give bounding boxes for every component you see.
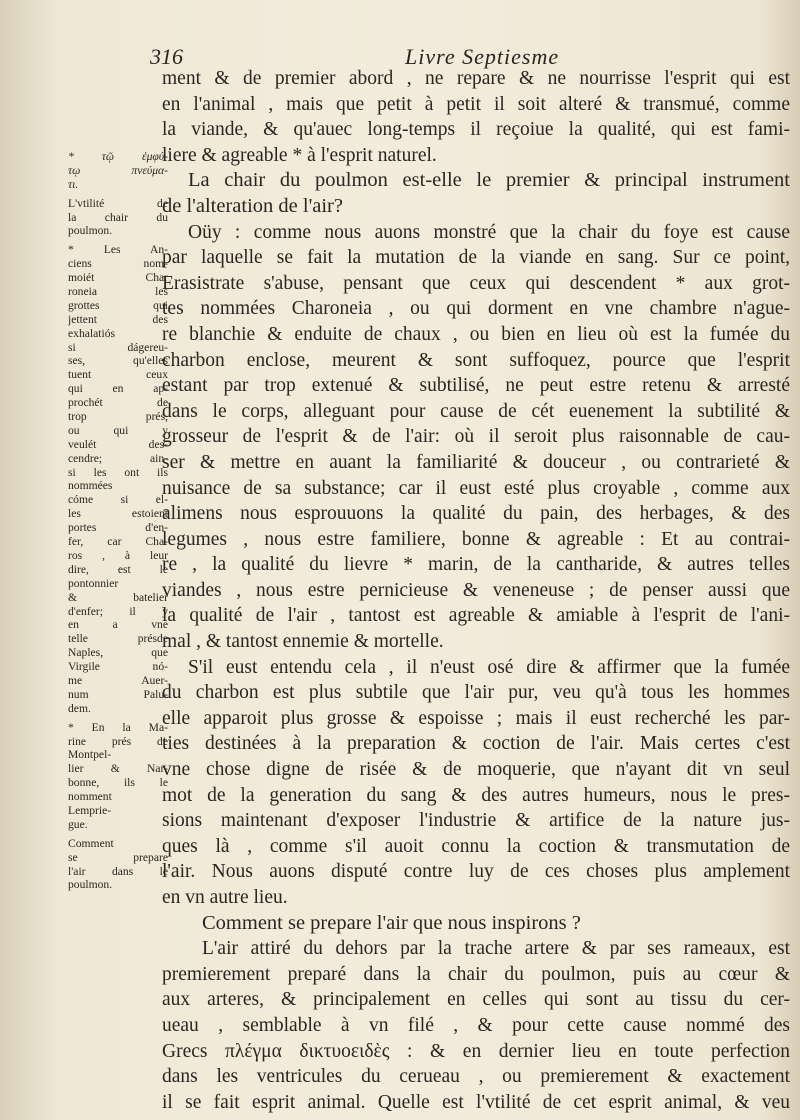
margin-note-line: trop prés, — [68, 410, 168, 424]
text-line: ment & de premier abord , ne repare & ne nourrisse l'esprit qui est — [162, 68, 790, 89]
text-line: la viande, & qu'auec long-temps il reçoiue la qualité, qui est fami- — [162, 119, 790, 141]
margin-note-line: Naples, que — [68, 646, 168, 660]
text-line: ques là , comme s'il auoit connu la coction & transmutation de — [162, 835, 790, 857]
margin-note-line: portes d'en- — [68, 521, 168, 535]
text-line: la qualité de l'air , tantost est agreable & amiable à l'esprit de l'ani- — [162, 605, 790, 627]
text-line: grosseur de l'esprit & de l'air: où il seroit plus raisonnable de cau- — [162, 426, 790, 448]
margin-note-line: l'air dans le — [68, 864, 168, 878]
margin-note-line: Montpel- — [68, 748, 112, 762]
margin-note-line: qui en ap- — [68, 382, 168, 396]
margin-note-line: & batelier — [68, 590, 168, 604]
margin-note-line: nommées — [68, 479, 113, 493]
text-line: viandes , nous estre pernicieuse & veneneuse ; de penser aussi que — [162, 579, 790, 601]
text-line: en l'animal , mais que petit à petit il soit alteré & transmué, comme — [162, 93, 790, 115]
text-line: Oüy : comme nous auons monstré que la chair du foye est cause — [188, 221, 790, 243]
text-line: alimens nous esprouuons la qualité du pain, des herbages, & des — [162, 503, 790, 525]
margin-note-line: tuent ceux — [68, 368, 168, 382]
margin-note-line: Lemprie- — [68, 803, 112, 817]
margin-note-line: lier & Nar- — [68, 762, 168, 776]
margin-note-line: la chair du — [68, 210, 168, 224]
margin-note-line: roneia les — [68, 285, 168, 299]
margin-note-line: cendre; ain- — [68, 451, 168, 465]
margin-note — [68, 243, 168, 715]
margin-note-line: pontonnier — [68, 576, 119, 590]
margin-note-line: poulmon. — [68, 878, 113, 892]
margin-note-line: d'enfer; il y — [68, 604, 168, 618]
text-line: S'il eust entendu cela , il n'eust osé dire & affirmer que la fumée — [188, 656, 790, 678]
text-line: aux arteres, & principalement en celles qui sont au tissu du cer- — [162, 989, 790, 1011]
margin-note-line: ou qui y — [68, 423, 168, 437]
margin-note-line: * En la Ma- — [68, 720, 168, 734]
text-line: Grecs πλέγμα δικτυοειδὲς : & en dernier lieu en toute perfection — [162, 1040, 790, 1062]
margin-note-line: en a vne — [68, 618, 168, 632]
margin-note-line: si les ont ils — [68, 465, 168, 479]
text-line: de l'alteration de l'air? — [162, 194, 343, 217]
margin-note-line: telle présde — [68, 632, 168, 646]
margin-note-line: les estoient — [68, 507, 168, 521]
margin-note-line: gue. — [68, 817, 88, 831]
margin-note-line: ciens nom- — [68, 257, 168, 271]
text-line: ueau , semblable à vn filé , & pour cette cause nommé des — [162, 1014, 790, 1036]
margin-note-line: veulét des- — [68, 437, 168, 451]
margin-note-line: prochét de — [68, 396, 168, 410]
text-line: nuisance de sa substance; car il eust esté plus croyable , comme aux — [162, 477, 790, 499]
margin-note-line: jettent des — [68, 312, 168, 326]
margin-note-line: me Auer- — [68, 673, 168, 687]
text-line: sions maintenant d'exposer l'industrie & artifice de la nature jus- — [162, 810, 790, 832]
text-line: l'air. Nous auons disputé contre luy de ces choses plus amplement — [162, 861, 790, 883]
margin-note — [68, 197, 168, 239]
main-text — [162, 66, 790, 1115]
text-line: en vn autre lieu. — [162, 887, 288, 908]
margin-note — [68, 721, 168, 832]
margin-note-line: nomment — [68, 790, 112, 804]
margin-note-line: τῳ πνεύμα- — [68, 163, 168, 177]
text-line: dans le corps, alleguant pour cause de cét euenement la subtilité & — [162, 400, 790, 422]
margin-note-line: cóme si el- — [68, 493, 168, 507]
text-line: par laquelle se fait la mutation de la viande en sang. Sur ce point, — [162, 247, 790, 269]
text-line: estant par trop extenué & subtilisé, ne peut estre retenu & arresté — [162, 375, 790, 397]
text-line: liere & agreable * à l'esprit naturel. — [162, 144, 437, 166]
margin-note-line: Comment — [68, 836, 114, 850]
text-line: elle apparoit plus grosse & espoisse ; mais il eust recherché les par- — [162, 707, 790, 729]
margin-note — [68, 150, 168, 192]
running-title: Livre Septiesme — [405, 44, 560, 69]
text-line: re blanchie & enduite de chaux , ou bien en lieu où est la fumée du — [162, 323, 790, 345]
margin-note-line: dem. — [68, 701, 91, 715]
margin-gap — [68, 892, 168, 897]
margin-note-line: ses, qu'elles — [68, 354, 168, 368]
text-line: L'air attiré du dehors par la trache artere & par ses rameaux, est — [202, 938, 790, 960]
text-line: premierement preparé dans la chair du poulmon, puis au cœur & — [162, 963, 790, 985]
margin-note-line: * Les An- — [68, 243, 168, 257]
margin-note-line: Virgile nó- — [68, 660, 168, 674]
margin-note-line: poulmon. — [68, 224, 113, 238]
text-line: tes nommées Charoneia , ou qui dorment en vne chambre n'ague- — [162, 298, 790, 320]
margin-note-line: dire, est le — [68, 562, 168, 576]
margin-note-line: grottes qui — [68, 298, 168, 312]
text-line: vne chose digne de risée & de moquerie, que n'ayant dit vn seul — [162, 759, 790, 781]
margin-note-line: rine prés de — [68, 734, 168, 748]
text-line: ser & mettre en auant la familiarité & douceur , ou contrarieté & — [162, 451, 790, 473]
text-line: ties destinées à la preparation & coction de l'air. Mais certes c'est — [162, 733, 790, 755]
margin-note-line: fer, car Cha- — [68, 535, 168, 549]
margin-note-line: L'vtilité de — [68, 196, 168, 210]
margin-note-line: moiét Char — [68, 271, 168, 285]
text-line: du charbon est plus subtile que l'air pur, veu qu'à tous les hommes — [162, 682, 790, 704]
margin-note-line: bonne, ils le — [68, 776, 168, 790]
text-line: re , la qualité du lievre * marin, de la cantharide, & autres telles — [162, 554, 790, 576]
text-line: charbon enclose, meurent & sont suffoquez, pource que l'esprit — [162, 349, 790, 371]
text-line: legumes , nous estre familiere, bonne & agreable : Et au contrai- — [162, 528, 790, 550]
text-line: il se fait esprit animal. Quelle est l'vtilité de cet esprit animal, & veu — [162, 1091, 790, 1113]
page-number: 316 — [150, 44, 183, 69]
margin-note-line: si dágereu- — [68, 340, 168, 354]
margin-note-line: num Palu- — [68, 687, 168, 701]
text-line: mal , & tantost ennemie & mortelle. — [162, 631, 444, 653]
text-line: La chair du poulmon est-elle le premier & principal instrument — [188, 169, 790, 192]
margin-note-line: τι. — [68, 177, 79, 191]
text-line: Erasistrate s'abuse, pensant que ceux qui descendent * aux grot- — [162, 272, 790, 294]
margin-note — [68, 837, 168, 893]
margin-notes — [68, 150, 168, 897]
margin-note-line: * τῷ ἐμφύ- — [68, 150, 168, 163]
margin-note-line: exhalatiós — [68, 326, 116, 340]
text-line: dans les ventricules du cerueau , ou premierement & exactement — [162, 1066, 790, 1088]
text-line: mot de la generation du sang & des autres humeurs, nous le pres- — [162, 784, 790, 806]
margin-note-line: ros , à leur — [68, 548, 168, 562]
margin-note-line: se prepare — [68, 850, 168, 864]
text-line: Comment se prepare l'air que nous inspirons ? — [202, 911, 581, 934]
